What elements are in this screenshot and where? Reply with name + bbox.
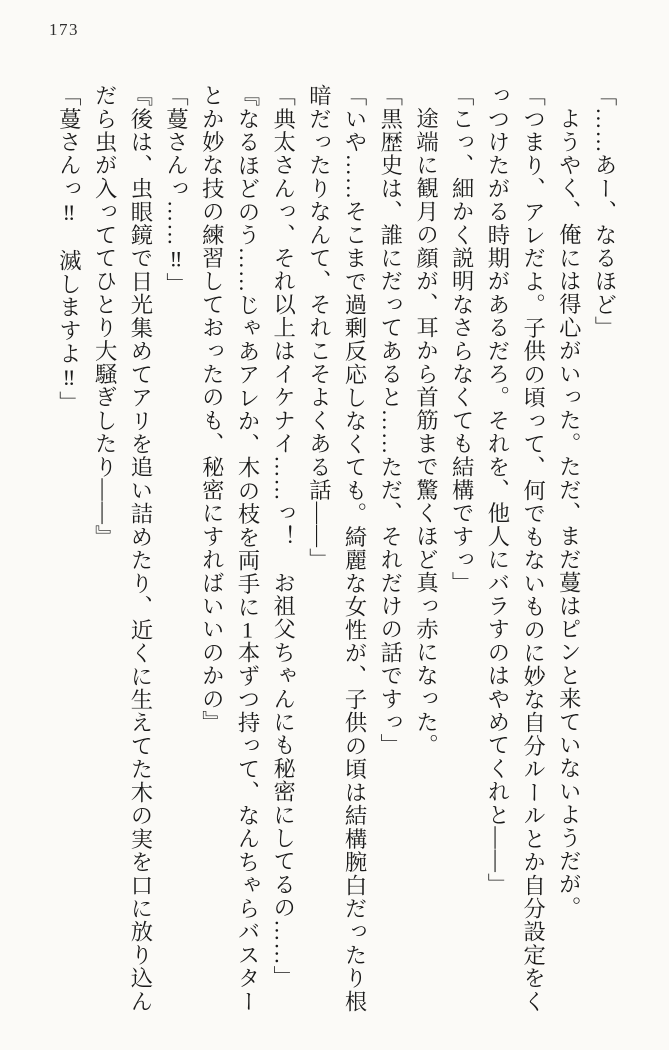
text-block	[47, 84, 622, 1013]
paragraph: 「……あー、なるほど」	[592, 84, 617, 340]
paragraph: 「つまり、アレだよ。子供の頃って、何でもないものに妙な自分ルールとか自分設定をくっつけたがる時期があるだろ。それを、他人にバラすのはやめてくれと——」	[484, 84, 546, 1013]
paragraph: 「黒歴史は、誰にだってあると……ただ、それだけの話ですっ」	[377, 84, 403, 757]
paragraph: 「こっ、細かく説明なさらなくても結構ですっ」	[449, 84, 475, 595]
paragraph: 「蔓さんっ……‼」	[163, 84, 189, 296]
paragraph: 「典太さんっ、それ以上はイケナイ……っ！ お祖父ちゃんにも秘密にしてるの……」	[270, 84, 296, 989]
paragraph: 『なるほどのう……じゃあアレか、木の枝を両手に1本ずつ持って、なんちゃらバスターとか妙な技の練習しておったのも、秘密にすればいいのかの』	[199, 84, 260, 1013]
paragraph: 『後は、虫眼鏡で日光集めてアリを追い詰めたり、近くに生えてた木の実を口に放り込んだら虫が入っててひとり大騒ぎしたり——』	[92, 84, 153, 1013]
paragraph: ようやく、俺には得心がいった。ただ、まだ蔓はピンと来ていないようだが。	[556, 107, 582, 920]
paragraph: 「いや……そこまで過剰反応しなくても。綺麗な女性が、子供の頃は結構腕白だったり根暗だったりなんて、それこそよくある話——」	[306, 84, 368, 1013]
paragraph: 途端に観月の顔が、耳から首筋まで驚くほど真っ赤になった。	[413, 107, 439, 757]
page-number: 173	[49, 20, 79, 39]
paragraph: 「蔓さんっ‼ 滅しますよ‼」	[56, 84, 82, 415]
